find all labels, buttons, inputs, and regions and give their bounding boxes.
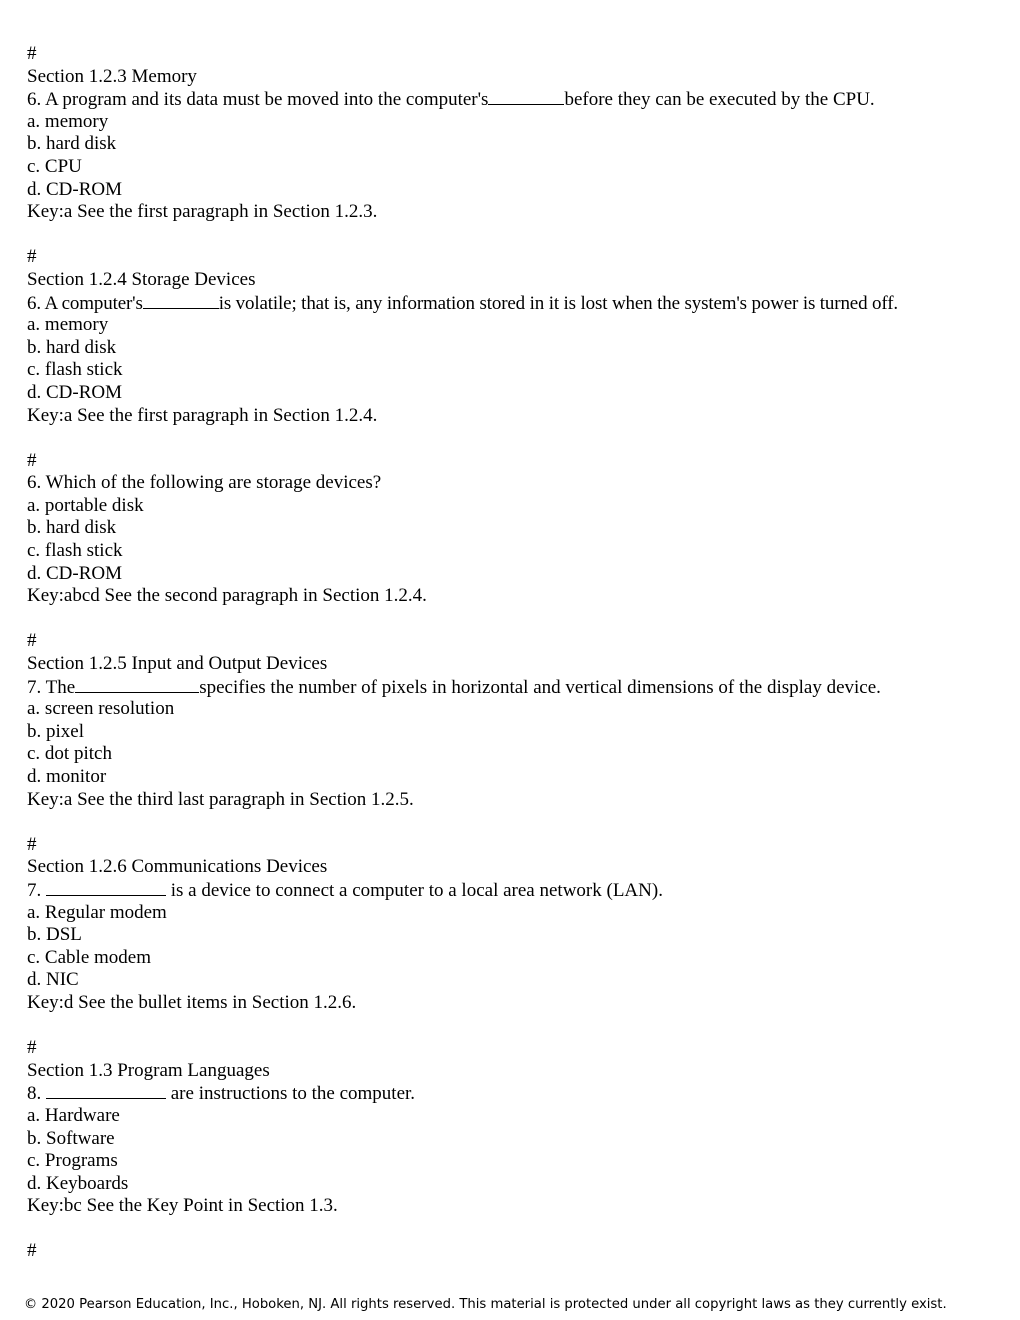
question-text-before: 6. A program and its data must be moved into the computer's [27,89,489,111]
option-d: d. monitor [27,766,107,787]
question-text-after: before they can be executed by the CPU. [564,89,875,111]
option-a: a. memory [27,314,109,336]
question-text-after: is a device to connect a computer to a local area network (LAN). [166,879,663,901]
option-b: b. Software [27,1127,115,1149]
question-text-before: 7. The [27,676,76,698]
answer-blank [75,676,199,693]
option-d: d. CD-ROM [27,381,123,403]
section-heading: Section 1.3 Program Languages [27,1059,270,1081]
option-c: c. flash stick [27,359,123,381]
question-text-before: 7. [27,879,46,901]
answer-blank [143,292,219,309]
question-text-after: is volatile; that is, any information stored in it is lost when the system's power is turned off. [218,292,898,314]
question-text: 6. Which of the following are storage devices? [27,472,382,494]
separator-hash: # [27,449,37,471]
section-heading: Section 1.2.4 Storage Devices [27,268,256,290]
option-a: a. Regular modem [27,901,167,923]
answer-blank [46,879,166,896]
option-c: c. Cable modem [27,946,151,968]
spacer [27,608,997,631]
separator-hash: # [27,630,37,652]
copyright-footer: © 2020 Pearson Education, Inc., Hoboken, NJ. All rights reserved. This material is protected under all copyright laws as they currently exist. [24,1297,947,1312]
answer-key: Key:a See the first paragraph in Section 1.2.3. [27,201,378,223]
option-d: d. CD-ROM [27,562,123,584]
answer-key: Key:bc See the Key Point in Section 1.3. [27,1195,338,1217]
option-c: c. flash stick [27,540,123,562]
option-c: c. Programs [27,1150,118,1172]
option-d: d. NIC [27,969,79,991]
section-heading: Section 1.2.5 Input and Output Devices [27,653,328,675]
separator-hash: # [27,833,37,855]
spacer [27,427,997,450]
separator-hash: # [27,1240,37,1262]
section-heading: Section 1.2.3 Memory [27,65,197,87]
option-c: c. dot pitch [27,743,112,765]
option-b: b. hard disk [27,133,117,155]
answer-key: Key:abcd See the second paragraph in Section 1.2.4. [27,585,427,607]
option-b: b. hard disk [27,517,117,539]
option-d: d. CD-ROM [27,178,123,200]
option-c: c. CPU [27,155,82,177]
separator-hash: # [27,1037,37,1059]
separator-hash: # [27,246,37,268]
option-a: a. memory [27,110,109,132]
question-text-after: are instructions to the computer. [166,1083,416,1105]
question-text [27,879,997,902]
option-a: a. Hardware [27,1104,120,1126]
spacer [27,1015,997,1038]
answer-key: Key:a See the third last paragraph in Section 1.2.5. [27,788,414,810]
option-b: b. DSL [27,924,82,946]
answer-key: Key:d See the bullet items in Section 1.2.6. [27,991,357,1013]
document-body [27,43,997,1263]
option-b: b. pixel [27,720,84,742]
question-text [27,88,997,111]
answer-blank [488,88,564,105]
section-heading: Section 1.2.6 Communications Devices [27,856,328,878]
option-b: b. hard disk [27,336,117,358]
question-text-after: specifies the number of pixels in horizontal and vertical dimensions of the display device. [199,676,881,698]
question-text [27,292,997,315]
spacer [27,811,997,834]
spacer [27,1218,997,1241]
question-text-before: 6. A computer's [27,292,143,314]
answer-key: Key:a See the first paragraph in Section 1.2.4. [27,404,378,426]
question-text [27,1082,997,1105]
question-text-before: 8. [27,1083,46,1105]
option-a: a. screen resolution [27,698,175,720]
separator-hash: # [27,43,37,64]
spacer [27,224,997,247]
option-a: a. portable disk [27,494,144,516]
answer-blank [46,1082,166,1099]
question-text [27,676,997,699]
option-d: d. Keyboards [27,1172,129,1194]
